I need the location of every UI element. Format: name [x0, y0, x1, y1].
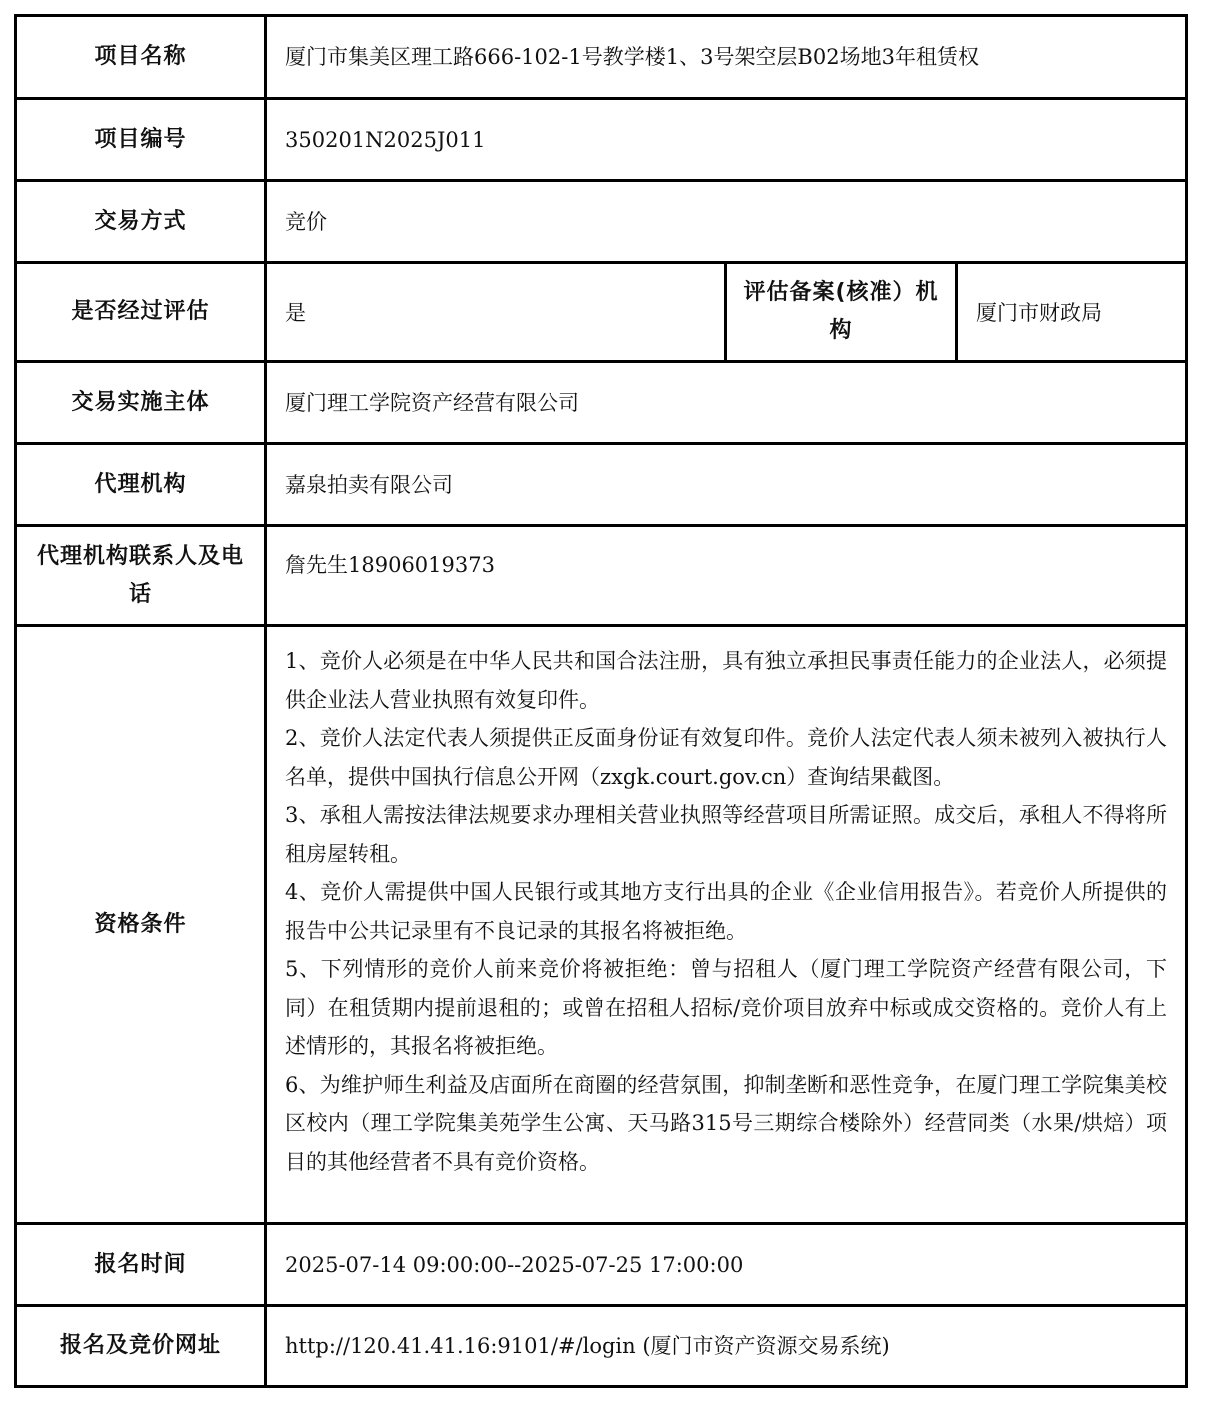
project-code-value: 350201N2025J011: [285, 127, 486, 152]
filing-agency-label: 评估备案(核准）机构: [727, 264, 958, 360]
registration-time-label: 报名时间: [17, 1225, 267, 1304]
registration-time-value: 2025-07-14 09:00:00--2025-07-25 17:00:00: [285, 1252, 744, 1277]
info-table: [14, 14, 1188, 1388]
agency-contact-label: 代理机构联系人及电话: [17, 527, 267, 624]
agency-label: 代理机构: [17, 445, 267, 524]
row-registration-url: [17, 1304, 1185, 1385]
agency-contact-value: 詹先生18906019373: [285, 553, 495, 577]
qualification-item: 1、竞价人必须是在中华人民共和国合法注册，具有独立承担民事责任能力的企业法人，必须提供企业法人营业执照有效复印件。: [285, 649, 1167, 712]
row-project-code: [17, 97, 1185, 179]
qualification-item: 5、下列情形的竞价人前来竞价将被拒绝：曾与招租人（厦门理工学院资产经营有限公司，下同）在租赁期内提前退租的；或曾在招租人招标/竞价项目放弃中标或成交资格的。竞价人有上述情形的，其报名将被拒绝。: [285, 957, 1167, 1058]
row-qualification: [17, 624, 1185, 1222]
qualification-label: 资格条件: [17, 627, 267, 1222]
project-name-label: 项目名称: [17, 17, 267, 97]
row-trade-entity: [17, 360, 1185, 442]
registration-url-label: 报名及竞价网址: [17, 1307, 267, 1385]
registration-url-value[interactable]: http://120.41.41.16:9101/#/login (厦门市资产资源交易系统): [285, 1334, 890, 1358]
qualification-item: 4、竞价人需提供中国人民银行或其地方支行出具的企业《企业信用报告》。若竞价人所提供的报告中公共记录里有不良记录的其报名将被拒绝。: [285, 880, 1167, 943]
row-trade-method: [17, 179, 1185, 261]
assessment-label: 是否经过评估: [17, 264, 267, 360]
row-agency-contact: [17, 524, 1185, 624]
project-code-label: 项目编号: [17, 100, 267, 179]
row-assessment: [17, 261, 1185, 360]
agency-value: 嘉泉拍卖有限公司: [285, 472, 453, 497]
qualification-item: 2、竞价人法定代表人须提供正反面身份证有效复印件。竞价人法定代表人须未被列入被执行人名单，提供中国执行信息公开网（zxgk.court.gov.cn）查询结果截图。: [285, 726, 1167, 789]
qualification-item: 6、为维护师生利益及店面所在商圈的经营氛围，抑制垄断和恶性竞争，在厦门理工学院集美校区校内（理工学院集美苑学生公寓、天马路315号三期综合楼除外）经营同类（水果/烘焙）项目的其他经营者不具有竞价资格。: [285, 1072, 1167, 1174]
trade-method-label: 交易方式: [17, 182, 267, 261]
row-agency: [17, 442, 1185, 524]
assessment-value: 是: [267, 264, 727, 360]
project-name-value: 厦门市集美区理工路666-102-1号教学楼1、3号架空层B02场地3年租赁权: [285, 45, 979, 69]
row-registration-time: [17, 1222, 1185, 1304]
trade-entity-value: 厦门理工学院资产经营有限公司: [285, 390, 579, 415]
trade-method-value: 竞价: [285, 209, 327, 234]
filing-agency-value: 厦门市财政局: [976, 301, 1102, 325]
trade-entity-label: 交易实施主体: [17, 363, 267, 442]
qualification-item: 3、承租人需按法律法规要求办理相关营业执照等经营项目所需证照。成交后，承租人不得将所租房屋转租。: [285, 803, 1167, 866]
row-project-name: [17, 17, 1185, 97]
qualification-list: [267, 627, 1185, 1222]
